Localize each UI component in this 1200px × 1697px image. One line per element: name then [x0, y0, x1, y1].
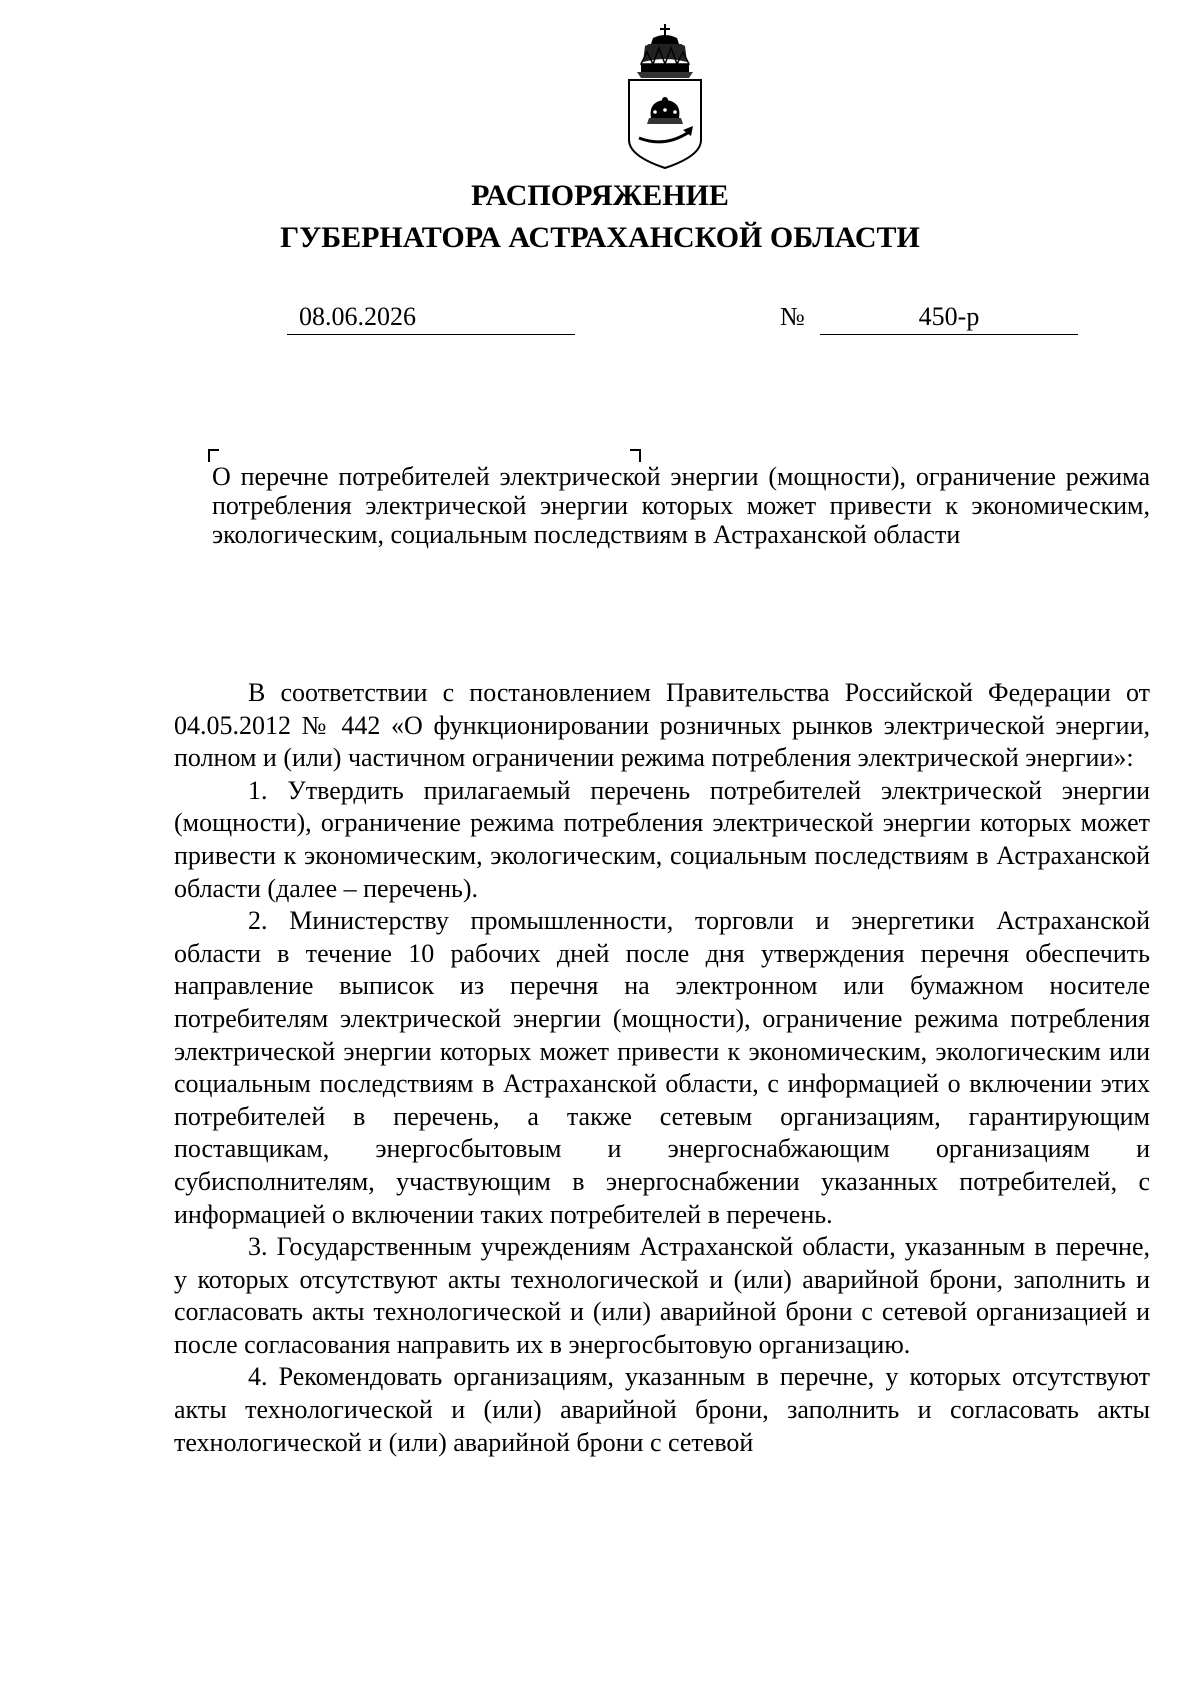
number-field: 450-р	[820, 302, 1078, 335]
date-value: 08.06.2026	[299, 302, 416, 331]
date-field	[287, 302, 575, 335]
clause-1-paragraph: 1. Утвердить прилагаемый перечень потребителей электрической энергии (мощности), ограничение режима потребления электрической энергии которых может привести к экономическим, экологическим, социальным последствиям в Астраханской области (далее – перечень).	[174, 775, 1150, 903]
subject-corner-right-mark	[630, 449, 641, 462]
clause-2-paragraph: 2. Министерству промышленности, торговли и энергетики Астраханской области в течение 10 рабочих дней после дня утверждения перечня обеспечить направление выписок из перечня на электронном или бумажном носителе потребителям электрической энергии (мощности), ограничение режима потребления электрической энергии которых может привести к экономическим, экологическим или социальным последствиям в Астраханской области, с информацией о включении этих потребителей в перечень, а также сетевым организациям, гарантирующим поставщикам, энергосбытовым и энергоснабжающим организациям и субисполнителям, участвующим в энергоснабжении указанных потребителей, с информацией о включении таких потребителей в перечень.	[174, 906, 1150, 1229]
clause-3-paragraph: 3. Государственным учреждениям Астраханской области, указанным в перечне, у которых отсутствуют акты технологической и (или) аварийной брони, заполнить и согласовать акты технологической и (или) аварийной брони с сетевой организацией и после согласования направить их в энергосбытовую организацию.	[174, 1232, 1150, 1359]
document-type-title: РАСПОРЯЖЕНИЕ	[471, 179, 729, 212]
clause-4-paragraph: 4. Рекомендовать организациям, указанным в перечне, у которых отсутствуют акты технологической и (или) аварийной брони, заполнить и согласовать акты технологической и (или) аварийной брони с сетевой	[174, 1362, 1150, 1457]
coat-of-arms-icon	[625, 22, 705, 170]
number-sign: №	[780, 302, 805, 331]
preamble-paragraph: В соответствии с постановлением Правительства Российской Федерации от 04.05.2012 № 442 «О функционировании розничных рынков электрической энергии, полном и (или) частичном ограничении режима потребления электрической энергии»:	[174, 678, 1150, 773]
document-subject: О перечне потребителей электрической энергии (мощности), ограничение режима потребления электрической энергии которых может привести к экономическим, экологическим, социальным последствиям в Астраханской области	[212, 462, 1150, 549]
document-body	[174, 677, 1150, 1459]
issuer-title: ГУБЕРНАТОРА АСТРАХАНСКОЙ ОБЛАСТИ	[280, 221, 920, 254]
subject-corner-left-mark	[208, 449, 219, 462]
